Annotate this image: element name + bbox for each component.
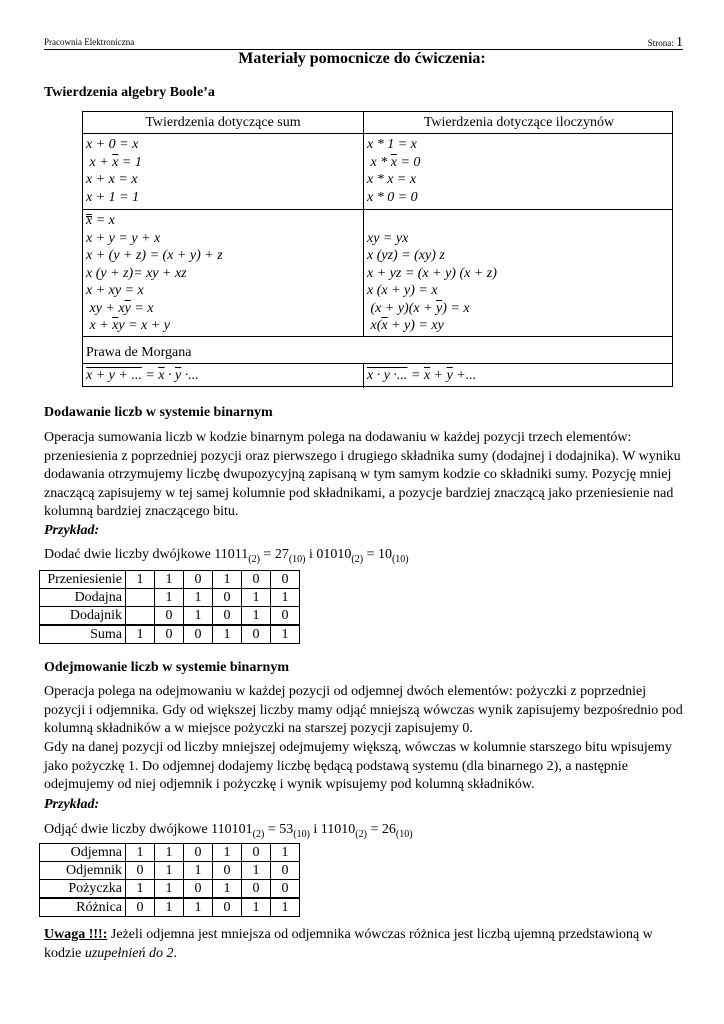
morgan-sum-formula: x + y + ... = $\overline{x} \cdot \overline{y}$ ·... xyxy=(86,368,199,383)
bit-cell xyxy=(126,607,155,626)
bit-cell: 0 xyxy=(213,862,242,880)
bit-cell: 0 xyxy=(242,880,271,899)
bit-cell: 1 xyxy=(155,862,184,880)
row-divider xyxy=(83,363,672,364)
bit-cell: 1 xyxy=(242,607,271,626)
bit-cell: 1 xyxy=(126,571,155,589)
bit-cell: 1 xyxy=(242,862,271,880)
table-row xyxy=(40,862,300,880)
bit-cell: 1 xyxy=(184,607,213,626)
formula: x + (y + z) = (x + y) + z xyxy=(86,248,223,263)
table-row xyxy=(40,880,300,899)
bit-cell: 1 xyxy=(184,862,213,880)
row-label: Odjemna xyxy=(40,844,126,862)
addition-table xyxy=(39,570,300,644)
table-row xyxy=(40,844,300,862)
table-row xyxy=(40,898,300,917)
bit-cell: 1 xyxy=(155,844,184,862)
bit-cell: 1 xyxy=(155,898,184,917)
bit-cell: 0 xyxy=(213,589,242,607)
row-divider xyxy=(83,209,672,210)
formula: xy + $x\overline{y} = x$ xyxy=(86,300,154,316)
header-row-divider xyxy=(83,133,672,134)
bit-cell: 1 xyxy=(271,589,300,607)
formula: $x * \overline{x} = 0$ xyxy=(367,154,421,170)
formula: x * x = x xyxy=(367,172,417,187)
bit-cell: 1 xyxy=(213,880,242,899)
formula: x * 0 = 0 xyxy=(367,189,418,205)
bit-cell: 1 xyxy=(155,589,184,607)
formula: x + y = y + x xyxy=(86,230,161,246)
bit-cell: 1 xyxy=(126,880,155,899)
bit-cell: 0 xyxy=(213,607,242,626)
bit-cell: 1 xyxy=(271,898,300,917)
bit-cell: 1 xyxy=(271,625,300,644)
bit-cell: 0 xyxy=(184,880,213,899)
bit-cell: 0 xyxy=(155,625,184,644)
bit-cell: 0 xyxy=(271,862,300,880)
column-divider-morgan xyxy=(363,363,364,388)
subtraction-paragraph-2: Gdy na danej pozycji od liczby mniejszej odejmujemy większą, wówczas w kolumnie starszego bitu wpisujemy jako pożyczkę 1. Do odjemnej dodajemy liczbę będącą podstawą systemu (dla binarnego 2), a następnie odejmujemy od niej odjemnik i pożyczkę i wynik wpisujemy pod kolumną składników. xyxy=(44,740,672,793)
bit-cell: 0 xyxy=(126,898,155,917)
bit-cell: 0 xyxy=(242,571,271,589)
bit-cell: 1 xyxy=(213,844,242,862)
subtraction-paragraph-1: Operacja polega na odejmowaniu w każdej pozycji od odjemnej dwóch elementów: pożyczki z poprzedniej pozycji i odjemnika. Gdy od większej liczby mamy odjąć mniejszą wówczas wynik zapisujemy bezpośrednio pod kolumną składników a w miejsce pożyczki na starszej pozycji zapisujemy 0. xyxy=(44,684,683,737)
subtraction-heading: Odejmowanie liczb w systemie binarnym xyxy=(44,660,289,675)
bit-cell: 0 xyxy=(184,625,213,644)
bit-cell: 1 xyxy=(242,589,271,607)
bit-cell: 0 xyxy=(271,571,300,589)
bit-cell: 1 xyxy=(184,589,213,607)
bit-cell: 0 xyxy=(213,898,242,917)
bit-cell: 1 xyxy=(126,844,155,862)
bit-cell: 1 xyxy=(155,571,184,589)
formula: x + x = x xyxy=(86,172,138,187)
formula: x (x + y) = x xyxy=(367,283,438,298)
bit-cell: 1 xyxy=(213,571,242,589)
bit-cell: 0 xyxy=(126,862,155,880)
subtraction-note: Uwaga !!!: Jeżeli odjemna jest mniejsza od odjemnika wówczas różnica jest liczbą ujemną przedstawioną w kodzie uzupełnień do 2. xyxy=(44,927,653,961)
formula: x + xy = x xyxy=(86,283,144,298)
formula: x * 1 = x xyxy=(367,137,417,152)
row-label: Odjemnik xyxy=(40,862,126,880)
bit-cell: 0 xyxy=(271,880,300,899)
morgan-label: Prawa de Morgana xyxy=(86,345,192,360)
bit-cell: 1 xyxy=(213,625,242,644)
row-label: Dodajna xyxy=(40,589,126,607)
addition-task: Dodać dwie liczby dwójkowe $11011_{(2)} = 27_{(10)}$ i $01010_{(2)} = 10_{(10)}$ xyxy=(44,547,409,565)
note-label: Uwaga !!!: xyxy=(44,927,108,942)
row-label: Dodajnik xyxy=(40,607,126,626)
formula: x (y + z)= xy + xz xyxy=(86,265,187,281)
product-basic-list xyxy=(367,136,420,206)
product-laws-list xyxy=(367,212,497,335)
page-number: 1 xyxy=(676,35,683,50)
boole-heading: Twierdzenia algebry Boole’a xyxy=(44,85,215,100)
bit-cell: 1 xyxy=(271,844,300,862)
bit-cell: 1 xyxy=(126,625,155,644)
document-header-left: Pracownia Elektroniczna xyxy=(44,37,135,47)
table-row xyxy=(40,589,300,607)
bit-cell: 1 xyxy=(242,898,271,917)
bit-cell: 0 xyxy=(184,844,213,862)
formula: x + 0 = x xyxy=(86,137,139,152)
products-column-header: Twierdzenia dotyczące iloczynów xyxy=(423,115,615,130)
formula: $x(\overline{x} + y)$ = xy xyxy=(367,318,444,333)
table-row xyxy=(40,625,300,644)
bit-cell: 1 xyxy=(155,880,184,899)
table-row xyxy=(40,607,300,626)
formula-double-negation: x = x xyxy=(86,213,115,228)
row-label: Różnica xyxy=(40,898,126,917)
row-label: Suma xyxy=(40,625,126,644)
bit-cell: 0 xyxy=(155,607,184,626)
page-title: Materiały pomocnicze do ćwiczenia: xyxy=(238,50,486,67)
addition-heading: Dodawanie liczb w systemie binarnym xyxy=(44,405,273,420)
row-label: Przeniesienie xyxy=(40,571,126,589)
row-divider xyxy=(83,336,672,337)
sum-laws-list xyxy=(86,212,223,335)
formula: $(x + y)(x + \overline{y}) = x$ xyxy=(367,300,470,316)
sum-basic-list xyxy=(86,136,142,206)
table-row xyxy=(40,571,300,589)
bit-cell: 0 xyxy=(242,844,271,862)
bit-cell: 1 xyxy=(184,898,213,917)
bit-cell xyxy=(126,589,155,607)
row-label: Pożyczka xyxy=(40,880,126,899)
formula: xy = yx xyxy=(367,230,409,246)
formula: x + 1 = 1 xyxy=(86,189,140,205)
bit-cell: 0 xyxy=(271,607,300,626)
formula: x + yz = (x + y) (x + z) xyxy=(367,265,497,281)
addition-example-label: Przykład: xyxy=(44,523,100,538)
boole-theorems-table xyxy=(82,111,673,387)
bit-cell: 0 xyxy=(242,625,271,644)
subtraction-task: Odjąć dwie liczby dwójkowe $110101_{(2)} = 53_{(10)}$ i $11010_{(2)} = 26_{(10)}$ xyxy=(44,822,413,840)
column-divider xyxy=(363,112,364,336)
formula: $x + \overline{x} = 1$ xyxy=(86,154,142,170)
formula: $x + \overline{x}y = x + y$ xyxy=(86,318,170,333)
subtraction-table xyxy=(39,843,300,917)
formula: x (yz) = (xy) z xyxy=(367,248,445,263)
subtraction-example-label: Przykład: xyxy=(44,797,100,812)
morgan-product-formula: x · y ·... = $\overline{x} + \overline{y}$ +... xyxy=(367,368,477,383)
addition-paragraph: Operacja sumowania liczb w kodzie binarnym polega na dodawaniu w każdej pozycji trzech elementów: przeniesienia z poprzedniej pozycji oraz pierwszego i drugiego składnika sumy (dodajnej i dodajnika). W wyniku dodawania otrzymujemy liczbę dwupozycyjną zapisaną w tym samym kodzie co składniki sumy. Pozycję mniej znaczącą zapisujemy w tej samej kolumnie pod składnikami, a pozycje bardziej znaczącą jako przeniesienie nad kolumną bardziej znaczącego bitu. xyxy=(44,430,681,520)
sums-column-header: Twierdzenia dotyczące sum xyxy=(145,115,301,130)
page-label: Strona: xyxy=(647,38,674,48)
bit-cell: 0 xyxy=(184,571,213,589)
